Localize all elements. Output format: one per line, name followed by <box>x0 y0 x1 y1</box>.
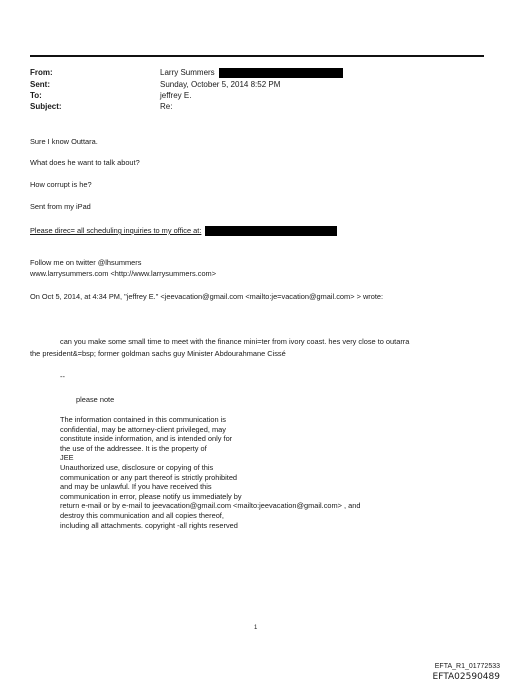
disclaimer-line: destroy this communication and all copies thereof, <box>60 510 224 520</box>
page-number: 1 <box>254 625 258 631</box>
bates-id-1: EFTA_R1_01772533 <box>434 663 500 670</box>
disclaimer-line: constitute inside information, and is intended only for <box>60 434 233 444</box>
quote-header: On Oct 5, 2014, at 4:34 PM, "jeffrey E." <jeevacation@gmail.com <mailto:je=vacation@gmail.com> > wrote: <box>30 292 384 301</box>
subject-label: Subject: <box>30 102 62 111</box>
disclaimer-line: communication in error, please notify us immediately by <box>60 491 242 501</box>
redaction-bar <box>205 226 337 236</box>
disclaimer-line: Unauthorized use, disclosure or copying of this <box>60 462 214 472</box>
disclaimer-line: The information contained in this communication is <box>60 415 226 424</box>
body-line: Sure I know Outtara. <box>30 137 98 146</box>
disclaimer-line: return e-mail or by e-mail to jeevacation@gmail.com <mailto:jeevacation@gmail.com> , and <box>60 501 361 511</box>
disclaimer-line: confidential, may be attorney-client privileged, may <box>60 424 226 434</box>
from-name: Larry Summers <box>160 68 215 78</box>
disclaimer-line: JEE <box>60 453 74 463</box>
twitter-line: Follow me on twitter @lhsummers <box>30 258 142 267</box>
disclaimer-line: the use of the addressee. It is the property of <box>60 443 207 453</box>
disclaimer-line: communication or any part thereof is strictly prohibited <box>60 472 238 482</box>
sent-value: Sunday, October 5, 2014 8:52 PM <box>160 80 281 89</box>
please-note: please note <box>76 395 115 404</box>
header-rule <box>30 55 484 57</box>
scheduling-text: Please direc= all scheduling inquiries to my office at: <box>30 226 202 235</box>
body-line: What does he want to talk about? <box>30 158 140 167</box>
to-label: To: <box>30 91 42 100</box>
quoted-line: the president&=bsp; former goldman sachs guy Minister Abdourahmane Cissé <box>30 349 286 358</box>
sent-label: Sent: <box>30 80 50 89</box>
from-value <box>160 68 343 78</box>
redaction-bar <box>219 68 343 78</box>
separator: -- <box>60 372 65 381</box>
disclaimer-block <box>60 415 361 530</box>
quoted-line: can you make some small time to meet with the finance mini=ter from ivory coast. hes very close to outarra <box>60 337 410 346</box>
subject-value: Re: <box>160 102 173 111</box>
body-line: How corrupt is he? <box>30 180 92 189</box>
to-value: jeffrey E. <box>160 91 192 100</box>
disclaimer-line: and may be unlawful. If you have received this <box>60 482 212 492</box>
scheduling-line <box>30 226 337 236</box>
from-label: From: <box>30 68 53 77</box>
bates-id-2: EFTA02590489 <box>432 672 500 682</box>
body-line: Sent from my iPad <box>30 202 91 211</box>
website-line: www.larrysummers.com <http://www.larrysummers.com> <box>30 269 217 278</box>
disclaimer-line: including all attachments. copyright -all rights reserved <box>60 520 238 530</box>
